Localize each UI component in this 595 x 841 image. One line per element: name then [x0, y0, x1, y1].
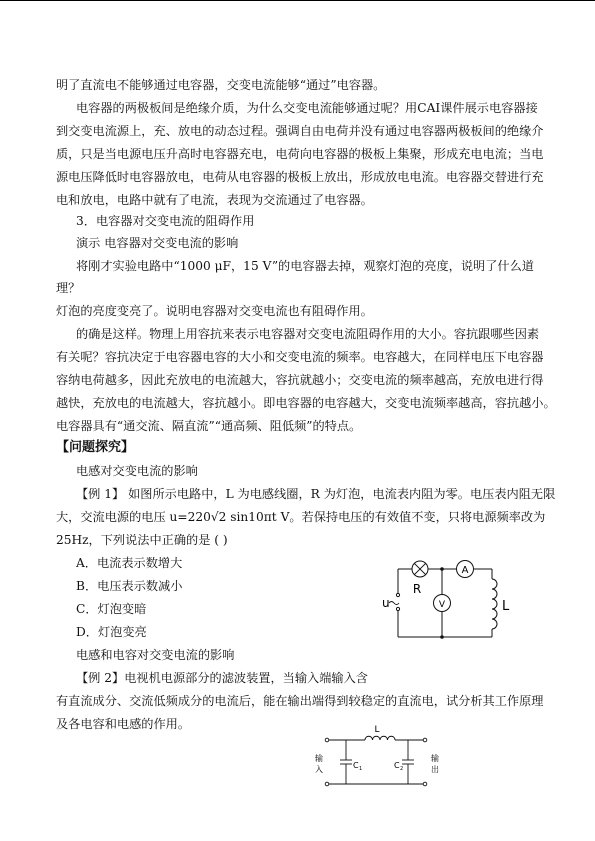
source-label: u: [382, 596, 390, 610]
output-label-char-2: 出: [431, 765, 439, 774]
subheading: 电感对交变电流的影响: [76, 464, 198, 478]
input-label-char-2: 入: [315, 765, 323, 774]
text-line: 大，交流电源的电压 u=220√2 sin10πt V。若保持电压的有效值不变，只将电源频率改为: [56, 510, 546, 524]
text-line: 电容器具有“通交流、隔直流”“通高频、阻低频”的特点。: [56, 419, 362, 433]
ac-symbol-icon: [389, 602, 399, 605]
text-line: 质，只是当电源电压升高时电容器充电，电荷向电容器的极板上集聚，形成充电电流；当电: [56, 147, 544, 161]
section-title: 【问题探究】: [56, 440, 135, 455]
lamp-label: R: [412, 582, 422, 596]
text-line: 电容器的两极板间是绝缘介质，为什么交变电流能够通过呢？用CAI课件展示电容器接: [76, 101, 538, 115]
inductor-label: L: [502, 599, 510, 614]
text-line: 【例 2】电视机电源部分的滤波装置，当输入端输入含: [76, 671, 368, 685]
option-a: A．电流表示数增大: [76, 556, 183, 570]
option-b: B．电压表示数减小: [76, 579, 183, 593]
text-line: 将刚才实验电路中“1000 μF，15 V”的电容器去掉，观察灯泡的亮度，说明了什么道: [76, 259, 534, 273]
text-line: 明了直流电不能够通过电容器，交变电流能够“通过”电容器。: [56, 78, 386, 92]
text-line: 电和放电，电路中就有了电流，表现为交流通过了电容器。: [56, 193, 373, 207]
output-label-char-1: 输: [431, 754, 439, 763]
ammeter-label: A: [461, 565, 469, 576]
capacitor-1-subscript: 1: [359, 766, 363, 772]
circuit-diagram-example-2: [310, 720, 450, 796]
option-c: C．灯泡变暗: [76, 602, 147, 616]
option-d: D．灯泡变亮: [76, 625, 147, 639]
text-line: 25Hz，下列说法中正确的是 ( ): [56, 533, 228, 547]
input-label-char-1: 输: [315, 754, 323, 763]
text-line: 【例 1】 如图所示电路中，L 为电感线圈，R 为灯泡，电流表内阻为零。电压表内阻无限: [76, 487, 556, 501]
capacitor-2-label: C: [394, 761, 400, 770]
text-line: 演示 电容器对交变电流的影响: [76, 236, 239, 250]
text-line: 理？: [56, 281, 81, 295]
text-line: 灯泡的亮度变亮了。说明电容器对交变电流也有阻碍作用。: [56, 304, 373, 318]
voltmeter-label: V: [438, 600, 446, 610]
subheading: 电感和电容对交变电流的影响: [76, 648, 235, 662]
capacitor-2-subscript: 2: [400, 766, 404, 772]
text-line: 及各电容和电感的作用。: [56, 717, 191, 731]
page-top-rule: [0, 0, 595, 1]
circuit-diagram-example-1: [370, 553, 530, 647]
text-line: 到交变电流源上，充、放电的动态过程。强调自由电荷并没有通过电容器两极板间的绝缘介: [56, 124, 544, 138]
inductor-label: L: [374, 725, 380, 735]
junction-dot: [440, 635, 444, 639]
capacitor-1-label: C: [353, 761, 359, 770]
junction-dot: [440, 567, 444, 571]
text-line: 的确是这样。物理上用容抗来表示电容器对交变电流阻碍作用的大小。容抗跟哪些因素: [76, 327, 540, 341]
text-line: 有直流成分、交流低频成分的电流后，能在输出端得到较稳定的直流电，试分析其工作原理: [56, 694, 544, 708]
text-line: 有关呢？容抗决定于电容器电容的大小和交变电流的频率。电容越大，在同样电压下电容器: [56, 350, 544, 364]
section-heading: 3．电容器对交变电流的阻碍作用: [76, 214, 255, 228]
text-line: 源电压降低时电容器放电，电荷从电容器的极板上放出，形成放电电流。电容器交替进行充: [56, 170, 544, 184]
text-line: 越快，充放电的电流越大，容抗越小。即电容器的电容越大，交变电流频率越高，容抗越小。: [56, 396, 556, 410]
text-line: 容纳电荷越多，因此充放电的电流越大，容抗就越小；交变电流的频率越高，充放电进行得: [56, 373, 544, 387]
